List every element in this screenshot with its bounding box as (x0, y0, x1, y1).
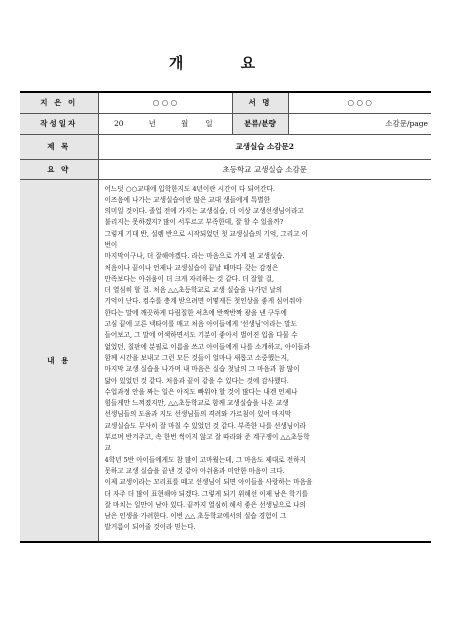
subject-value: 교생실습 소감문2 (98, 134, 431, 159)
content-line: 번이 (104, 240, 118, 249)
content-line: 남은 인생을 가려한다. 이번 △△ 초등학교에서의 실습 경험이 그 (104, 512, 287, 521)
row-author (20, 92, 431, 113)
content-line: 부르며 반겨주고, 속 한번 썩이지 않고 잘 따라와 준 계구쟁이 △△초등학 (104, 433, 310, 442)
content-line: 4학년 5반 아이들에게도 참 많이 고마웠는데, 그 마음도 제대로 전하지 (104, 455, 306, 464)
summary-label: 요 약 (20, 159, 98, 179)
content-line: 불리지는 못하겠지? 많이 서투르고 부족한데, 잘 할 수 있을까? (104, 218, 284, 227)
content-line: 못하고 교생 실습을 끝낸 것 같아 아쉬움과 미안한 마음이 크다. (104, 466, 285, 475)
content-text (105, 184, 427, 534)
content-line: 마지막 교생 실습을 나가며 내 마음은 실습 첫날의 그 마음과 참 많이 (104, 365, 300, 374)
content-line: 교생실습도 무사히 잘 마칠 수 있었던 것 같다. 부족한 나를 선생님이라 (104, 421, 306, 430)
content-label: 내 용 (20, 179, 98, 542)
author-value: ○ ○ ○ (98, 92, 232, 113)
content-line: 선생님들의 도움과 지도 선생님들의 격려와 가르침이 있어 마지막 (104, 410, 292, 419)
date-day-unit: 일 (205, 119, 213, 128)
page-title: 개 요 (168, 54, 282, 72)
type-value: ○ ○ ○ (288, 92, 431, 113)
content-line: 더 자주 더 많이 표현해야 되겠다. 그렇게 되기 위해선 이제 남은 학기를 (104, 489, 308, 498)
content-body (98, 179, 431, 542)
row-content (20, 179, 431, 542)
subject-label: 제 목 (20, 134, 98, 159)
content-line: 의미일 것이다. 졸업 전에 가지는 교생실습, 더 이상 교생선생님이라고 (104, 207, 304, 216)
content-line: 함께 시간을 보내고 그런 모든 것들이 얼마나 새롭고 소중했는지, (104, 353, 289, 362)
content-line: 잘 마치는 일만이 남아 있다. 끝까지 열심히 해서 좋은 선생님으로 나의 (104, 500, 306, 509)
type-label: 서 명 (232, 92, 288, 113)
date-year: 20 (113, 119, 124, 128)
content-line: 닮아 있었던 것 같다. 처음과 끝이 같을 수 있다는 것에 감사했다. (104, 376, 289, 385)
content-line: 처음이나 끝이나 언제나 교생실습이 끝날 때마다 갖는 감정은 (104, 263, 279, 272)
row-subject (20, 134, 431, 159)
content-line: 만족보다는 아쉬움이 더 크게 자리하는 것 같다. 더 잘할 걸, (104, 274, 275, 283)
content-line: 고심 끝에 고른 넥타이를 매고 처음 아이들에게 '선생님'이라는 말도 (104, 320, 297, 329)
content-line: 이즈음에 나가는 교생실습이란 많은 교대 생들에게 특별한 (104, 195, 270, 204)
category-label: 분류/분량 (232, 113, 288, 134)
date-label: 작성일자 (20, 113, 98, 134)
overview-table (20, 91, 431, 543)
summary-value: 초등학교 교생실습 소감문 (98, 159, 431, 179)
content-line: 그렇게 기대 반, 설렘 반으로 시작되었던 첫 교생실습의 기억, 그리고 이 (104, 229, 308, 238)
content-line: 마지막이구나, 더 잘해야겠다. 라는 마음으로 가게 된 교생실습. (104, 252, 285, 261)
content-line: 들어보고, 그 말에 어색하면서도 기분이 좋아서 벌어진 입을 다물 수 (104, 331, 298, 340)
author-label: 지 은 이 (20, 92, 98, 113)
date-value (98, 113, 232, 134)
content-line: 기억이 난다. 컴수를 충계 받으려면 어떻게든 첫인상을 좋게 심어줘야 (104, 297, 302, 306)
content-line: 한다는 말에 깨끗하게 다림질한 셔츠에 반짝반짝 광을 낸 구두에 (104, 308, 287, 317)
content-line: 없었던, 칠판에 분필로 이름을 쓰고 아이들에게 나를 소개하고, 아이들과 (104, 342, 311, 351)
date-month-unit: 월 (181, 119, 189, 128)
content-line: 어느덧 ○○교대에 입학한지도 4년이란 시간이 다 되어간다. (104, 184, 276, 193)
row-date (20, 113, 431, 134)
content-line: 수업과정 안을 짜는 일은 아직도 빠워야 할 것이 많다는 내겐 언제나 (104, 387, 298, 396)
content-line: 힘들게만 느껴졌지만, △△초등학교로 함께 교생실습을 나온 교생 (104, 399, 289, 408)
content-line: 더 열심히 할 걸. 처음 △△초등학교로 교생 실습을 나가던 날의 (104, 286, 283, 295)
content-line: 교 (104, 444, 111, 453)
content-line: 이제 교생이라는 꼬리표를 떼고 선생님이 되면 아이들을 사랑하는 마음을 (104, 478, 313, 487)
row-summary (20, 159, 431, 179)
category-value: 소감문/page (288, 113, 431, 134)
date-year-unit: 년 (148, 119, 156, 128)
content-line: 발거름이 되어줄 것이라 믿는다. (104, 523, 196, 532)
